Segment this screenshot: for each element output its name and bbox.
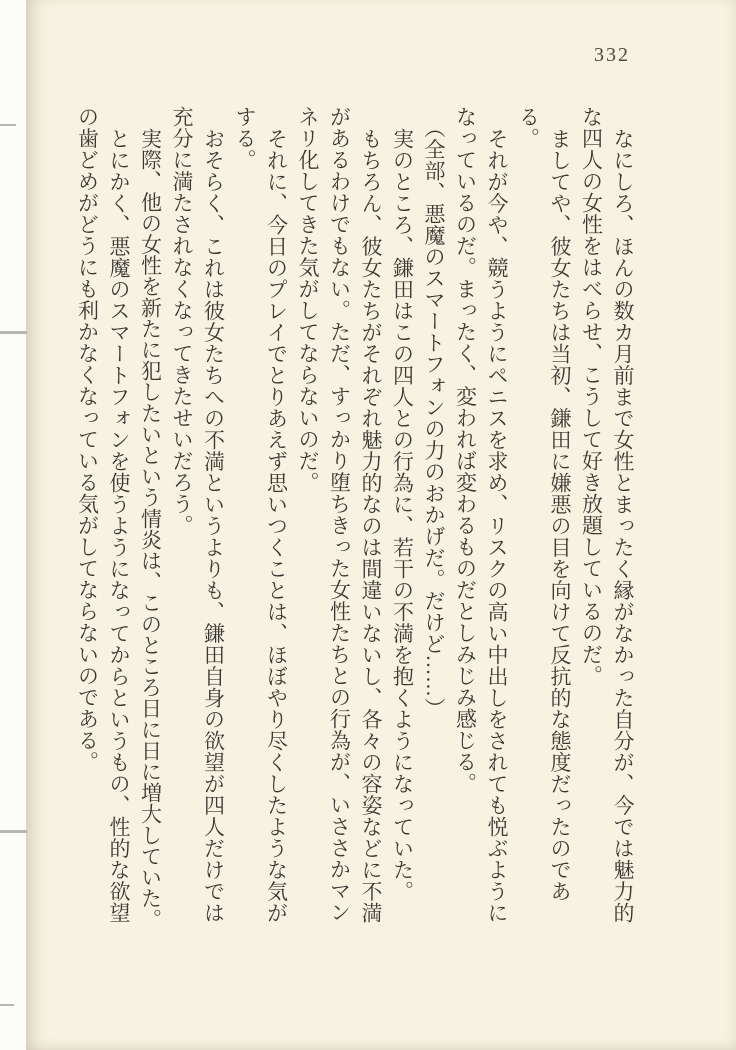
paragraph: それが今や、競うようにペニスを求め、リスクの高い中出しをされても悦ぶようになっているのだ。まったく、変われば変わるものだとしみじみ感じる。 bbox=[453, 106, 509, 924]
scan-line-artifact bbox=[0, 331, 27, 334]
scan-line-artifact bbox=[0, 830, 27, 833]
scan-line-artifact bbox=[0, 124, 16, 126]
paragraph: もちろん、彼女たちがそれぞれ魅力的なのは間違いないし、各々の容姿などに不満があるわけでもない。ただ、すっかり堕ちきった女性たちとの行為が、いささかマンネリ化してきた気がしてならないのだ。 bbox=[296, 106, 383, 924]
paragraph: 実のところ、鎌田はこの四人との行為に、若干の不満を抱くようになっていた。 bbox=[390, 128, 415, 902]
page-number: 332 bbox=[594, 44, 630, 66]
paragraph: それに、今日のプレイでとりあえず思いつくことは、ほぼやり尽くしたような気がする。 bbox=[233, 106, 289, 924]
paragraph: なにしろ、ほんの数カ月前まで女性とまったく縁がなかった自分が、今では魅力的な四人の女性をはべらせ、こうして好き放題しているのだ。 bbox=[579, 106, 635, 924]
body-text bbox=[71, 106, 638, 936]
scanner-edge-strip bbox=[0, 0, 26, 1050]
paragraph: とにかく、悪魔のスマートフォンを使うようになってからというもの、性的な欲望の歯どめがどうにも利かなくなっている気がしてならないのである。 bbox=[75, 106, 131, 924]
paragraph: おそらく、これは彼女たちへの不満というよりも、鎌田自身の欲望が四人だけでは充分に満たされなくなってきたせいだろう。 bbox=[170, 106, 226, 924]
paragraph-monologue: （全部、悪魔のスマートフォンの力のおかげだ。だけど……） bbox=[422, 117, 446, 719]
paragraph: ましてや、彼女たちは当初、鎌田に嫌悪の目を向けて反抗的な態度だったのである。 bbox=[516, 106, 572, 902]
scan-line-artifact bbox=[0, 1004, 14, 1006]
paragraph: 実際、他の女性を新たに犯したいという情炎は、このところ日に日に増大していた。 bbox=[138, 128, 163, 930]
